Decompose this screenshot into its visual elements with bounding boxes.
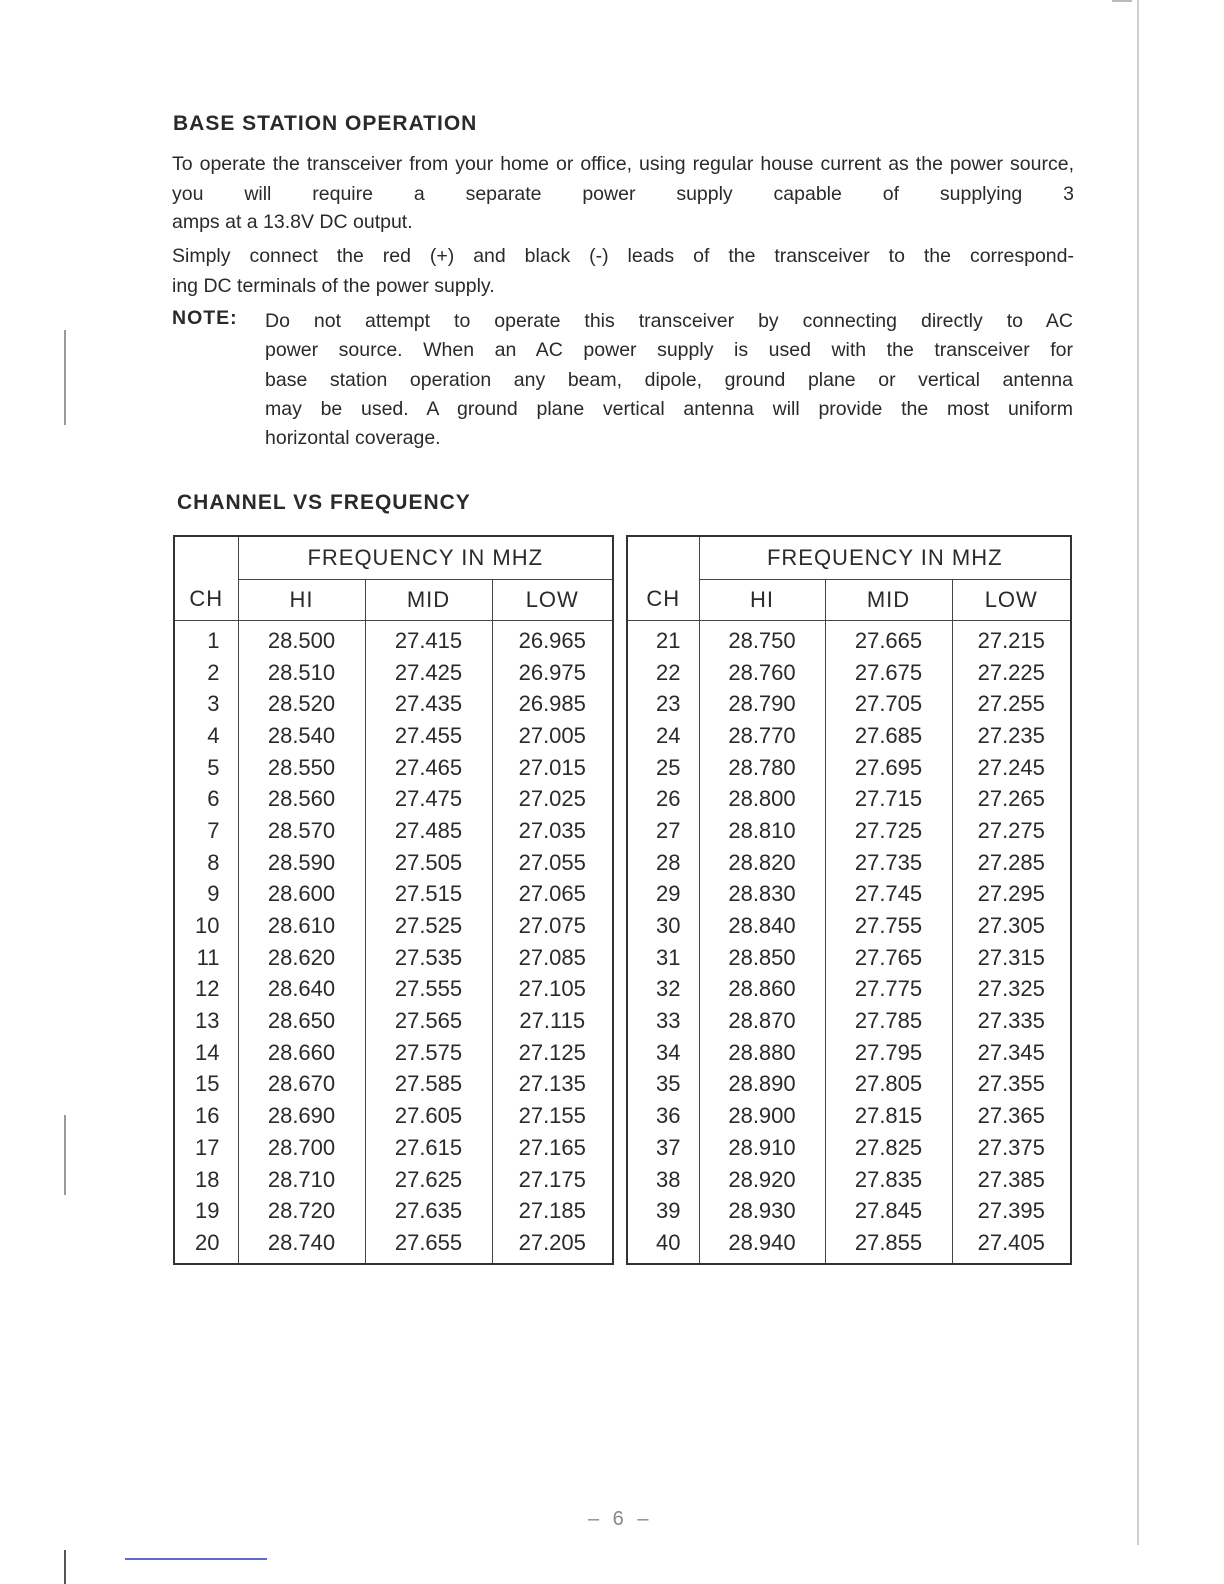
frequency-hi: 28.760 bbox=[699, 657, 825, 689]
channel-number: 8 bbox=[174, 847, 238, 879]
frequency-hi: 28.710 bbox=[238, 1164, 365, 1196]
frequency-mid: 27.785 bbox=[825, 1005, 952, 1037]
table-row bbox=[174, 720, 613, 752]
frequency-low: 27.275 bbox=[952, 815, 1071, 847]
frequency-low: 27.365 bbox=[952, 1100, 1071, 1132]
frequency-low: 27.015 bbox=[492, 752, 613, 784]
frequency-mid: 27.665 bbox=[825, 621, 952, 657]
channel-number: 16 bbox=[174, 1100, 238, 1132]
table-row bbox=[627, 910, 1071, 942]
channel-number: 36 bbox=[627, 1100, 699, 1132]
frequency-low: 26.965 bbox=[492, 621, 613, 657]
channel-number: 3 bbox=[174, 688, 238, 720]
frequency-low: 27.295 bbox=[952, 879, 1071, 911]
table-row bbox=[627, 688, 1071, 720]
frequency-mid: 27.805 bbox=[825, 1069, 952, 1101]
table-row bbox=[627, 1005, 1071, 1037]
base-station-paragraph-1: To operate the transceiver from your home or office, using regular house current as the power source, you will require a separate power supply capable of supplying 3 bbox=[172, 153, 1074, 205]
column-header-ch: CH bbox=[174, 536, 238, 621]
table-row bbox=[627, 847, 1071, 879]
channel-number: 28 bbox=[627, 847, 699, 879]
channel-number: 18 bbox=[174, 1164, 238, 1196]
frequency-hi: 28.820 bbox=[699, 847, 825, 879]
column-group-header: FREQUENCY IN MHZ bbox=[699, 536, 1071, 580]
frequency-low: 27.075 bbox=[492, 910, 613, 942]
column-header-mid: MID bbox=[365, 580, 492, 621]
channel-number: 34 bbox=[627, 1037, 699, 1069]
column-header-ch: CH bbox=[627, 536, 699, 621]
frequency-low: 27.115 bbox=[492, 1005, 613, 1037]
channel-number: 26 bbox=[627, 783, 699, 815]
channel-number: 20 bbox=[174, 1227, 238, 1264]
channel-number: 25 bbox=[627, 752, 699, 784]
frequency-hi: 28.900 bbox=[699, 1100, 825, 1132]
page-number: – 6 – bbox=[588, 1508, 653, 1530]
channel-number: 33 bbox=[627, 1005, 699, 1037]
page-edge-right bbox=[1137, 0, 1139, 1545]
frequency-mid: 27.725 bbox=[825, 815, 952, 847]
base-station-paragraph-1-end: amps at a 13.8V DC output. bbox=[172, 211, 413, 233]
scan-mark-left bbox=[64, 330, 66, 425]
frequency-hi: 28.930 bbox=[699, 1195, 825, 1227]
frequency-hi: 28.700 bbox=[238, 1132, 365, 1164]
frequency-low: 27.265 bbox=[952, 783, 1071, 815]
frequency-mid: 27.615 bbox=[365, 1132, 492, 1164]
scan-mark-left bbox=[64, 1550, 66, 1584]
frequency-hi: 28.640 bbox=[238, 974, 365, 1006]
frequency-low: 27.155 bbox=[492, 1100, 613, 1132]
frequency-hi: 28.510 bbox=[238, 657, 365, 689]
frequency-mid: 27.845 bbox=[825, 1195, 952, 1227]
channel-number: 17 bbox=[174, 1132, 238, 1164]
frequency-mid: 27.695 bbox=[825, 752, 952, 784]
frequency-low: 27.395 bbox=[952, 1195, 1071, 1227]
table-row bbox=[174, 752, 613, 784]
frequency-hi: 28.770 bbox=[699, 720, 825, 752]
table-row bbox=[174, 621, 613, 657]
frequency-mid: 27.675 bbox=[825, 657, 952, 689]
frequency-hi: 28.880 bbox=[699, 1037, 825, 1069]
table-row bbox=[174, 974, 613, 1006]
table-row bbox=[627, 621, 1071, 657]
base-station-paragraph-2: Simply connect the red (+) and black (-) leads of the transceiver to the correspond- bbox=[172, 245, 1074, 267]
channel-number: 23 bbox=[627, 688, 699, 720]
frequency-hi: 28.830 bbox=[699, 879, 825, 911]
note-line: may be used. A ground plane vertical antenna will provide the most uniform bbox=[265, 397, 1073, 420]
frequency-mid: 27.585 bbox=[365, 1069, 492, 1101]
frequency-mid: 27.855 bbox=[825, 1227, 952, 1264]
channel-number: 37 bbox=[627, 1132, 699, 1164]
table-row bbox=[174, 847, 613, 879]
frequency-mid: 27.795 bbox=[825, 1037, 952, 1069]
note-line: base station operation any beam, dipole, ground plane or vertical antenna bbox=[265, 368, 1073, 391]
channel-number: 2 bbox=[174, 657, 238, 689]
table-row bbox=[174, 783, 613, 815]
channel-number: 31 bbox=[627, 942, 699, 974]
table-row bbox=[174, 657, 613, 689]
frequency-low: 27.325 bbox=[952, 974, 1071, 1006]
channel-number: 6 bbox=[174, 783, 238, 815]
table-row bbox=[627, 942, 1071, 974]
frequency-low: 27.135 bbox=[492, 1069, 613, 1101]
frequency-low: 27.205 bbox=[492, 1227, 613, 1264]
channel-number: 19 bbox=[174, 1195, 238, 1227]
frequency-low: 27.025 bbox=[492, 783, 613, 815]
frequency-hi: 28.940 bbox=[699, 1227, 825, 1264]
channel-number: 14 bbox=[174, 1037, 238, 1069]
frequency-low: 27.175 bbox=[492, 1164, 613, 1196]
frequency-mid: 27.435 bbox=[365, 688, 492, 720]
table-row bbox=[174, 1005, 613, 1037]
table-row bbox=[627, 657, 1071, 689]
note-body bbox=[265, 307, 1073, 453]
frequency-hi: 28.890 bbox=[699, 1069, 825, 1101]
table-row bbox=[627, 720, 1071, 752]
frequency-hi: 28.560 bbox=[238, 783, 365, 815]
table-row bbox=[627, 974, 1071, 1006]
frequency-mid: 27.685 bbox=[825, 720, 952, 752]
frequency-mid: 27.555 bbox=[365, 974, 492, 1006]
column-header-hi: HI bbox=[699, 580, 825, 621]
frequency-hi: 28.570 bbox=[238, 815, 365, 847]
frequency-low: 27.345 bbox=[952, 1037, 1071, 1069]
frequency-mid: 27.515 bbox=[365, 879, 492, 911]
frequency-hi: 28.840 bbox=[699, 910, 825, 942]
channel-number: 29 bbox=[627, 879, 699, 911]
table-row bbox=[174, 1227, 613, 1264]
frequency-mid: 27.415 bbox=[365, 621, 492, 657]
frequency-mid: 27.475 bbox=[365, 783, 492, 815]
frequency-mid: 27.635 bbox=[365, 1195, 492, 1227]
table-row bbox=[174, 688, 613, 720]
frequency-low: 27.355 bbox=[952, 1069, 1071, 1101]
frequency-mid: 27.455 bbox=[365, 720, 492, 752]
channel-number: 39 bbox=[627, 1195, 699, 1227]
frequency-low: 27.085 bbox=[492, 942, 613, 974]
table-row bbox=[627, 783, 1071, 815]
frequency-hi: 28.520 bbox=[238, 688, 365, 720]
frequency-low: 27.225 bbox=[952, 657, 1071, 689]
channel-number: 22 bbox=[627, 657, 699, 689]
frequency-hi: 28.920 bbox=[699, 1164, 825, 1196]
table-row bbox=[627, 752, 1071, 784]
table-row bbox=[174, 942, 613, 974]
frequency-mid: 27.825 bbox=[825, 1132, 952, 1164]
frequency-low: 27.105 bbox=[492, 974, 613, 1006]
table-row bbox=[627, 1195, 1071, 1227]
frequency-hi: 28.860 bbox=[699, 974, 825, 1006]
frequency-low: 27.385 bbox=[952, 1164, 1071, 1196]
frequency-mid: 27.465 bbox=[365, 752, 492, 784]
table-row bbox=[627, 1227, 1071, 1264]
channel-number: 7 bbox=[174, 815, 238, 847]
scan-mark-top bbox=[1112, 0, 1132, 2]
frequency-low: 27.165 bbox=[492, 1132, 613, 1164]
table-row bbox=[174, 879, 613, 911]
frequency-hi: 28.850 bbox=[699, 942, 825, 974]
table-row bbox=[627, 879, 1071, 911]
frequency-low: 27.375 bbox=[952, 1132, 1071, 1164]
frequency-table-left-body bbox=[174, 621, 613, 1264]
frequency-low: 27.335 bbox=[952, 1005, 1071, 1037]
frequency-mid: 27.505 bbox=[365, 847, 492, 879]
column-header-low: LOW bbox=[492, 580, 613, 621]
frequency-low: 27.285 bbox=[952, 847, 1071, 879]
table-row bbox=[174, 1164, 613, 1196]
channel-number: 1 bbox=[174, 621, 238, 657]
channel-number: 38 bbox=[627, 1164, 699, 1196]
note-label: NOTE: bbox=[172, 307, 238, 329]
frequency-mid: 27.535 bbox=[365, 942, 492, 974]
column-header-hi: HI bbox=[238, 580, 365, 621]
frequency-hi: 28.800 bbox=[699, 783, 825, 815]
frequency-hi: 28.620 bbox=[238, 942, 365, 974]
frequency-hi: 28.650 bbox=[238, 1005, 365, 1037]
channel-number: 9 bbox=[174, 879, 238, 911]
channel-number: 30 bbox=[627, 910, 699, 942]
channel-number: 21 bbox=[627, 621, 699, 657]
frequency-low: 27.245 bbox=[952, 752, 1071, 784]
channel-number: 4 bbox=[174, 720, 238, 752]
channel-number: 13 bbox=[174, 1005, 238, 1037]
table-row bbox=[627, 1069, 1071, 1101]
frequency-low: 27.185 bbox=[492, 1195, 613, 1227]
frequency-mid: 27.605 bbox=[365, 1100, 492, 1132]
frequency-mid: 27.765 bbox=[825, 942, 952, 974]
frequency-hi: 28.720 bbox=[238, 1195, 365, 1227]
frequency-low: 26.985 bbox=[492, 688, 613, 720]
frequency-hi: 28.500 bbox=[238, 621, 365, 657]
frequency-mid: 27.425 bbox=[365, 657, 492, 689]
frequency-low: 27.065 bbox=[492, 879, 613, 911]
frequency-hi: 28.610 bbox=[238, 910, 365, 942]
frequency-hi: 28.540 bbox=[238, 720, 365, 752]
frequency-table-right-body bbox=[627, 621, 1071, 1264]
frequency-hi: 28.590 bbox=[238, 847, 365, 879]
frequency-mid: 27.735 bbox=[825, 847, 952, 879]
frequency-low: 27.235 bbox=[952, 720, 1071, 752]
frequency-hi: 28.660 bbox=[238, 1037, 365, 1069]
frequency-table-left bbox=[173, 535, 614, 1265]
channel-number: 32 bbox=[627, 974, 699, 1006]
frequency-mid: 27.815 bbox=[825, 1100, 952, 1132]
frequency-table-right bbox=[626, 535, 1072, 1265]
table-row bbox=[174, 815, 613, 847]
channel-number: 40 bbox=[627, 1227, 699, 1264]
frequency-mid: 27.715 bbox=[825, 783, 952, 815]
scan-mark-left bbox=[64, 1115, 66, 1195]
table-row bbox=[627, 1164, 1071, 1196]
note-line: power source. When an AC power supply is used with the transceiver for bbox=[265, 339, 1073, 362]
frequency-mid: 27.745 bbox=[825, 879, 952, 911]
frequency-hi: 28.870 bbox=[699, 1005, 825, 1037]
column-header-mid: MID bbox=[825, 580, 952, 621]
frequency-mid: 27.525 bbox=[365, 910, 492, 942]
frequency-hi: 28.790 bbox=[699, 688, 825, 720]
channel-number: 12 bbox=[174, 974, 238, 1006]
frequency-hi: 28.910 bbox=[699, 1132, 825, 1164]
frequency-mid: 27.485 bbox=[365, 815, 492, 847]
frequency-hi: 28.670 bbox=[238, 1069, 365, 1101]
column-header-low: LOW bbox=[952, 580, 1071, 621]
frequency-low: 27.405 bbox=[952, 1227, 1071, 1264]
channel-table-title: CHANNEL VS FREQUENCY bbox=[177, 491, 471, 514]
channel-number: 10 bbox=[174, 910, 238, 942]
frequency-hi: 28.810 bbox=[699, 815, 825, 847]
frequency-hi: 28.550 bbox=[238, 752, 365, 784]
frequency-low: 27.005 bbox=[492, 720, 613, 752]
frequency-low: 27.055 bbox=[492, 847, 613, 879]
frequency-mid: 27.625 bbox=[365, 1164, 492, 1196]
frequency-mid: 27.705 bbox=[825, 688, 952, 720]
frequency-low: 27.315 bbox=[952, 942, 1071, 974]
frequency-mid: 27.835 bbox=[825, 1164, 952, 1196]
channel-number: 27 bbox=[627, 815, 699, 847]
frequency-low: 26.975 bbox=[492, 657, 613, 689]
scan-mark-bottom bbox=[125, 1558, 267, 1560]
frequency-mid: 27.575 bbox=[365, 1037, 492, 1069]
frequency-mid: 27.775 bbox=[825, 974, 952, 1006]
frequency-hi: 28.690 bbox=[238, 1100, 365, 1132]
frequency-mid: 27.655 bbox=[365, 1227, 492, 1264]
frequency-hi: 28.740 bbox=[238, 1227, 365, 1264]
table-row bbox=[627, 1037, 1071, 1069]
table-row bbox=[627, 815, 1071, 847]
table-row bbox=[627, 1132, 1071, 1164]
frequency-hi: 28.600 bbox=[238, 879, 365, 911]
table-row bbox=[174, 1100, 613, 1132]
table-row bbox=[174, 1069, 613, 1101]
channel-number: 24 bbox=[627, 720, 699, 752]
channel-number: 35 bbox=[627, 1069, 699, 1101]
frequency-low: 27.125 bbox=[492, 1037, 613, 1069]
note-line: Do not attempt to operate this transceiver by connecting directly to AC bbox=[265, 310, 1073, 332]
frequency-low: 27.035 bbox=[492, 815, 613, 847]
frequency-mid: 27.565 bbox=[365, 1005, 492, 1037]
frequency-low: 27.215 bbox=[952, 621, 1071, 657]
table-row bbox=[174, 910, 613, 942]
frequency-hi: 28.780 bbox=[699, 752, 825, 784]
table-row bbox=[174, 1195, 613, 1227]
column-group-header: FREQUENCY IN MHZ bbox=[238, 536, 613, 580]
note-line: horizontal coverage. bbox=[265, 427, 441, 450]
table-row bbox=[174, 1037, 613, 1069]
channel-number: 15 bbox=[174, 1069, 238, 1101]
table-row bbox=[174, 1132, 613, 1164]
table-row bbox=[627, 1100, 1071, 1132]
channel-number: 5 bbox=[174, 752, 238, 784]
base-station-paragraph-2-end: ing DC terminals of the power supply. bbox=[172, 275, 495, 297]
frequency-low: 27.255 bbox=[952, 688, 1071, 720]
base-station-title: BASE STATION OPERATION bbox=[173, 112, 478, 135]
channel-number: 11 bbox=[174, 942, 238, 974]
frequency-low: 27.305 bbox=[952, 910, 1071, 942]
frequency-mid: 27.755 bbox=[825, 910, 952, 942]
frequency-hi: 28.750 bbox=[699, 621, 825, 657]
